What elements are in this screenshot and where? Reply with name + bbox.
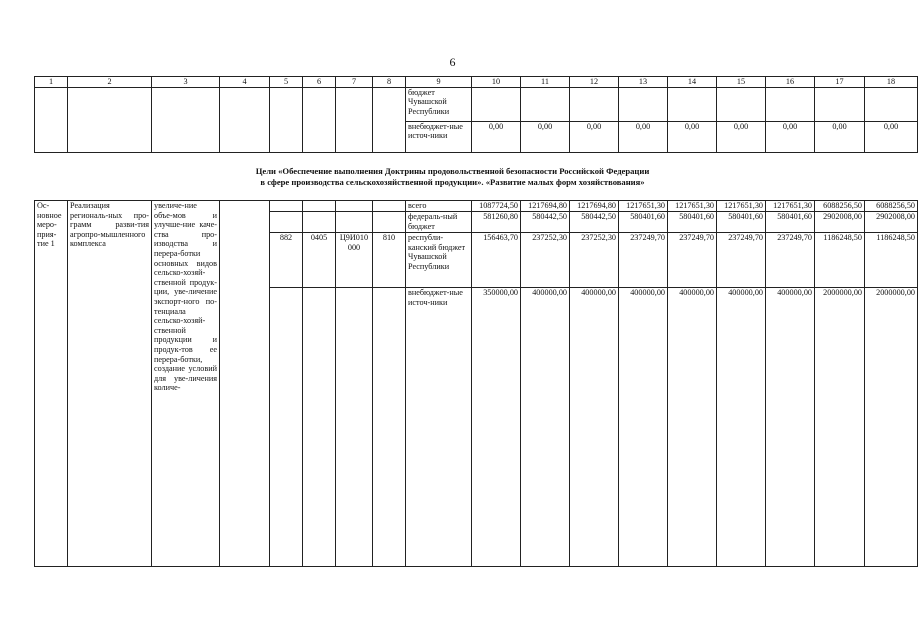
- amount-cell: 580401,60: [717, 212, 766, 233]
- amount-cell: 2902008,00: [815, 212, 865, 233]
- amount-cell: 1087724,50: [472, 201, 521, 212]
- goal-heading-line: в сфере производства сельскохозяйственной продукции». «Развитие малых форм хозяйствования»: [260, 177, 645, 187]
- amount-cell: 1217694,80: [521, 201, 570, 212]
- amount-cell: 580442,50: [570, 212, 619, 233]
- amount-cell: 0,00: [570, 121, 619, 152]
- amount-cell: 0,00: [472, 121, 521, 152]
- amount-cell: [865, 87, 918, 121]
- amount-cell: 400000,00: [717, 288, 766, 567]
- empty-cell: [270, 212, 303, 233]
- amount-cell: 1186248,50: [865, 233, 918, 288]
- amount-cell: 6088256,50: [815, 201, 865, 212]
- funding-source: республи-канский бюджет Чувашской Республики: [406, 233, 472, 288]
- empty-cell: [373, 212, 406, 233]
- empty-cell: [270, 201, 303, 212]
- measure-goal-indicator: увеличе-ние объе-мов и улучше-ние каче-ства про-изводства и перера-ботки основных видов сельско-хозяй-ственной продук-ции, уве-личение экспорт-ного по-тенциала сельско-хозяй-ственной продукции и продук-тов ее перера-ботки, создание условий для уве-личения количе-: [152, 201, 220, 567]
- amount-cell: 237249,70: [766, 233, 815, 288]
- amount-cell: 2000000,00: [815, 288, 865, 567]
- empty-cell: [373, 288, 406, 567]
- column-number: 12: [570, 77, 619, 88]
- empty-cell: [270, 87, 303, 152]
- amount-cell: 1186248,50: [815, 233, 865, 288]
- amount-cell: 0,00: [865, 121, 918, 152]
- amount-cell: 1217651,30: [668, 201, 717, 212]
- column-number: 1: [35, 77, 68, 88]
- column-number: 15: [717, 77, 766, 88]
- empty-cell: [336, 87, 373, 152]
- table-row: [35, 87, 918, 121]
- empty-cell: [68, 87, 152, 152]
- column-number: 13: [619, 77, 668, 88]
- measure-executor: [220, 201, 270, 567]
- measure-name: Реализация региональ-ных про-грамм разви-тия агропро-мышленного комплекса: [68, 201, 152, 567]
- column-number: 11: [521, 77, 570, 88]
- target-article-code: Ц9И010 000: [336, 233, 373, 288]
- column-number: 4: [220, 77, 270, 88]
- column-number: 18: [865, 77, 918, 88]
- funding-source: бюджет Чувашской Республики: [406, 87, 472, 121]
- amount-cell: 1217651,30: [717, 201, 766, 212]
- amount-cell: 580442,50: [521, 212, 570, 233]
- amount-cell: 6088256,50: [865, 201, 918, 212]
- amount-cell: 580401,60: [668, 212, 717, 233]
- amount-cell: [570, 87, 619, 121]
- column-number: 9: [406, 77, 472, 88]
- column-number: 3: [152, 77, 220, 88]
- column-number: 7: [336, 77, 373, 88]
- amount-cell: 1217694,80: [570, 201, 619, 212]
- empty-cell: [303, 288, 336, 567]
- amount-cell: [472, 87, 521, 121]
- amount-cell: 0,00: [717, 121, 766, 152]
- amount-cell: 237249,70: [717, 233, 766, 288]
- amount-cell: 2000000,00: [865, 288, 918, 567]
- amount-cell: [521, 87, 570, 121]
- amount-cell: 237249,70: [668, 233, 717, 288]
- amount-cell: 237252,30: [570, 233, 619, 288]
- measure-budget-table: [34, 200, 918, 567]
- column-number: 17: [815, 77, 865, 88]
- amount-cell: 237252,30: [521, 233, 570, 288]
- column-number: 5: [270, 77, 303, 88]
- amount-cell: 400000,00: [521, 288, 570, 567]
- amount-cell: 237249,70: [619, 233, 668, 288]
- empty-cell: [220, 87, 270, 152]
- amount-cell: [619, 87, 668, 121]
- amount-cell: 1217651,30: [766, 201, 815, 212]
- amount-cell: [668, 87, 717, 121]
- grbs-code: 882: [270, 233, 303, 288]
- column-number: 16: [766, 77, 815, 88]
- empty-cell: [303, 212, 336, 233]
- amount-cell: 580401,60: [619, 212, 668, 233]
- empty-cell: [35, 87, 68, 152]
- empty-cell: [373, 201, 406, 212]
- empty-cell: [270, 288, 303, 567]
- amount-cell: [717, 87, 766, 121]
- amount-cell: [815, 87, 865, 121]
- empty-cell: [336, 288, 373, 567]
- amount-cell: 581260,80: [472, 212, 521, 233]
- amount-cell: 0,00: [668, 121, 717, 152]
- empty-cell: [152, 87, 220, 152]
- amount-cell: 0,00: [521, 121, 570, 152]
- amount-cell: 400000,00: [668, 288, 717, 567]
- amount-cell: 0,00: [766, 121, 815, 152]
- amount-cell: 156463,70: [472, 233, 521, 288]
- amount-cell: [766, 87, 815, 121]
- funding-source: всего: [406, 201, 472, 212]
- funding-source: федераль-ный бюджет: [406, 212, 472, 233]
- measure-status: Ос-новное меро-прия-тие 1: [35, 201, 68, 567]
- empty-cell: [373, 87, 406, 152]
- column-number: 8: [373, 77, 406, 88]
- page-number: 6: [449, 55, 456, 69]
- amount-cell: 0,00: [815, 121, 865, 152]
- amount-cell: 2902008,00: [865, 212, 918, 233]
- empty-cell: [336, 212, 373, 233]
- amount-cell: 400000,00: [619, 288, 668, 567]
- amount-cell: 400000,00: [570, 288, 619, 567]
- continued-budget-table: [34, 76, 918, 153]
- column-number: 10: [472, 77, 521, 88]
- amount-cell: 0,00: [619, 121, 668, 152]
- empty-cell: [336, 201, 373, 212]
- column-number: 14: [668, 77, 717, 88]
- column-number-row: [35, 77, 918, 88]
- amount-cell: 580401,60: [766, 212, 815, 233]
- expense-type-code: 810: [373, 233, 406, 288]
- amount-cell: 350000,00: [472, 288, 521, 567]
- funding-source: внебюджет-ные источ-ники: [406, 121, 472, 152]
- section-code: 0405: [303, 233, 336, 288]
- column-number: 2: [68, 77, 152, 88]
- amount-cell: 400000,00: [766, 288, 815, 567]
- table-row: [35, 201, 918, 212]
- empty-cell: [303, 87, 336, 152]
- amount-cell: 1217651,30: [619, 201, 668, 212]
- funding-source: внебюджет-ные источ-ники: [406, 288, 472, 567]
- goal-heading: [0, 166, 905, 188]
- goal-heading-line: Цели «Обеспечение выполнения Доктрины продовольственной безопасности Российской Федерации: [255, 166, 650, 176]
- column-number: 6: [303, 77, 336, 88]
- empty-cell: [303, 201, 336, 212]
